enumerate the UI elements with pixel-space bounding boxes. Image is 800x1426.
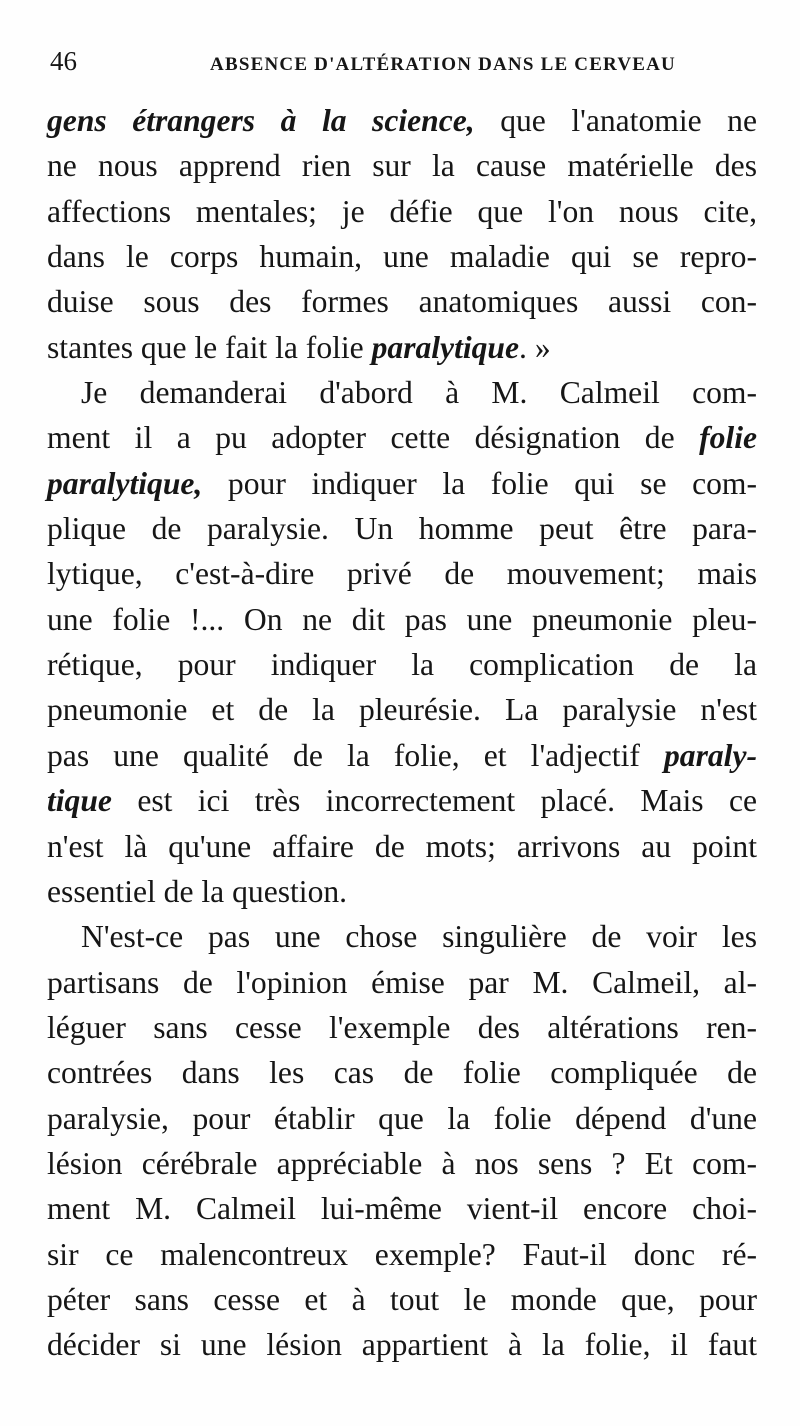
text-line <box>47 1322 757 1367</box>
text-line <box>47 1141 757 1186</box>
text-line <box>47 824 757 869</box>
text-run: léguer sans cesse l'exemple des altérations ren- <box>47 1009 757 1045</box>
text-run: essentiel de la question. <box>47 873 348 909</box>
italic-text: gens étrangers à la science, <box>47 103 475 138</box>
text-run: pas une qualité de la folie, et l'adjectif <box>47 737 664 773</box>
text-run: . » <box>519 329 551 365</box>
text-line <box>47 733 757 778</box>
page-number: 46 <box>50 46 77 76</box>
text-run: péter sans cesse et à tout le monde que, pour <box>47 1281 757 1317</box>
text-line <box>47 1186 757 1231</box>
text-run: est ici très incorrectement placé. Mais ce <box>111 783 757 819</box>
text-run: que l'anatomie ne <box>474 103 757 138</box>
text-run: Je demanderai d'abord à M. Calmeil com- <box>81 375 757 411</box>
text-run: dans le corps humain, une maladie qui se repro- <box>47 239 757 275</box>
text-run: ment il a pu adopter cette désignation de <box>47 420 700 456</box>
text-line <box>47 1005 757 1050</box>
text-line <box>47 325 757 370</box>
text-run: N'est-ce pas une chose singulière de voir les <box>81 919 757 955</box>
text-line <box>47 1277 757 1322</box>
text-run: pneumonie et de la pleurésie. La paralysie n'est <box>47 692 757 728</box>
text-line <box>47 143 757 188</box>
running-head: ABSENCE D'ALTÉRATION DANS LE CERVEAU <box>210 54 676 75</box>
text-run: paralysie, pour établir que la folie dépend d'une <box>47 1100 757 1136</box>
text-run: affections mentales; je défie que l'on nous cite, <box>47 193 757 229</box>
text-run: partisans de l'opinion émise par M. Calmeil, al- <box>47 964 757 1000</box>
text-line <box>47 506 757 551</box>
text-line <box>47 370 757 415</box>
text-line <box>47 687 757 732</box>
text-run: duise sous des formes anatomiques aussi con- <box>47 284 757 320</box>
text-run: plique de paralysie. Un homme peut être para- <box>47 511 757 547</box>
text-line <box>47 1232 757 1277</box>
text-line <box>47 551 757 596</box>
italic-text: paralytique, <box>47 465 203 501</box>
page-header <box>50 46 752 80</box>
text-line <box>47 869 757 914</box>
text-line <box>47 279 757 324</box>
text-run: contrées dans les cas de folie compliquée de <box>47 1055 757 1091</box>
text-run: pour indiquer la folie qui se com- <box>202 465 757 501</box>
text-run: décider si une lésion appartient à la folie, il faut <box>47 1327 757 1363</box>
text-line <box>47 914 757 959</box>
italic-text: paraly- <box>663 737 757 773</box>
text-run: ment M. Calmeil lui-même vient-il encore choi- <box>47 1191 757 1227</box>
text-line <box>47 189 757 234</box>
italic-text: paralytique <box>371 329 520 365</box>
text-line <box>47 642 757 687</box>
text-run: rétique, pour indiquer la complication de la <box>47 647 757 683</box>
text-run: lytique, c'est-à-dire privé de mouvement; mais <box>47 556 757 592</box>
body-text <box>47 98 757 1368</box>
text-line <box>47 415 757 460</box>
italic-text: tique <box>47 783 112 819</box>
text-run: sir ce malencontreux exemple? Faut-il donc ré- <box>47 1236 757 1272</box>
text-run: n'est là qu'une affaire de mots; arrivons au point <box>47 828 757 864</box>
text-run: une folie !... On ne dit pas une pneumonie pleu- <box>47 601 757 637</box>
text-line <box>47 597 757 642</box>
text-run: ne nous apprend rien sur la cause matérielle des <box>47 148 757 184</box>
text-run: stantes que le fait la folie <box>47 329 372 365</box>
text-line <box>47 98 757 143</box>
text-line <box>47 960 757 1005</box>
text-line <box>47 461 757 506</box>
text-line <box>47 234 757 279</box>
text-run: lésion cérébrale appréciable à nos sens ? Et com- <box>47 1145 757 1181</box>
text-line <box>47 1050 757 1095</box>
text-line <box>47 1096 757 1141</box>
text-line <box>47 778 757 823</box>
italic-text: folie <box>699 420 757 456</box>
